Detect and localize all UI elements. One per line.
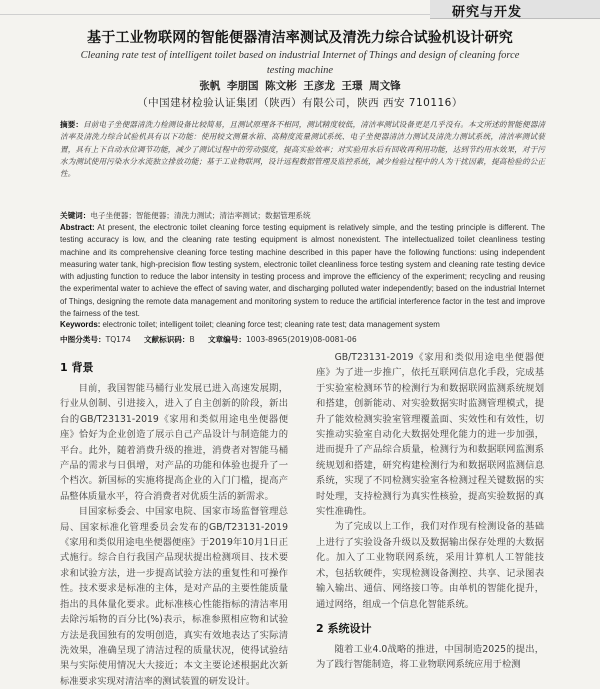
clc-value: TQ174	[105, 335, 131, 344]
keywords-cn-label: 关键词：	[60, 211, 91, 220]
article-id-label: 文章编号：	[207, 335, 246, 344]
doc-code-label: 文献标识码：	[143, 335, 190, 344]
doc-code-value: B	[189, 335, 195, 344]
keywords-en-label: Keywords:	[60, 320, 101, 329]
keywords-chinese	[60, 210, 545, 221]
title-chinese: 基于工业物联网的智能便器清洁率测试及清洗力综合试验机设计研究	[87, 30, 513, 46]
article-id-value: 1003-8965(2019)08-0081-06	[245, 335, 357, 344]
abstract-english	[60, 222, 545, 320]
header-rule	[0, 14, 430, 15]
section-tag	[430, 0, 600, 19]
section-1-paragraph-1: 目前，我国智能马桶行业发展已进入高速发展期，行业从创制、引进接入，进入了自主创新的阶段，新出台的GB/T23131-2019《家用和类似用途电坐便器便座》恰好为企业创造了展示自己产品设计与制造能力的平台。此外，随着消费升级的推进，消费者对智能马桶产品的需求与日俱增，对产品的功能和体验也提升了一个档次。新国标的实施将提高企业的入门门槛，提高产品整体质量水平，符合消费者对优质生活的新需求。	[60, 383, 288, 502]
section-2-heading: 2 系统设计	[316, 621, 372, 635]
abstract-chinese	[60, 119, 545, 180]
author-list: 张帆 李朋国 陈文彬 王彦龙 王璟 周文锋	[199, 80, 401, 92]
keywords-english	[60, 320, 545, 329]
section-1-paragraph-3: GB/T23131-2019《家用和类似用途电坐便器便座》为了进一步推广，依托互联网信息化手段，完成基于实验室检测环节的检测行为和数据联网监测系统规划和搭建，创新能动、对实验数据实时监测管理模式，提升了能效检测实验室管理覆盖面、实效性和有效性，切实推动实验室自动化大数据处理化能力的进一步加强，进而提升了产品综合质量，检测行为和数据联网监测系统规划和搭建，研究构建检测行为和数据联网监测信息系统，实现了不同检测实验室各检测过程关键数据的实时处理，支持检测行为真实性核验，提高实验数据的真实性准确性。	[316, 352, 544, 518]
abstract-cn-text: 目前电子坐便器清洗力检测设备比较简易，且测试原理各不相同，测试精度较低，清洁率测试设备更是几乎没有。本文所述的智能便器清洁率及清洗力综合试验机具有以下功能：使用较文测量水箱、高精度流量测试系统、电子坐便器清洁力测试及清洗力测试系统，清洁率测试装置，具有上下自动水位调节功能，减少了测试过程中的劳动强度，提高实验效率；对实验用水后有回收再利用功能，达到节约用水效果，对于污水为测试使用污染水分水流独立排放功能；基于工业物联网，设计远程数据管理及监控系统，减少检验过程中的人为干扰因素，提高检验的公正性。	[60, 120, 546, 179]
section-2-paragraph-1: 随着工业4.0战略的推进，中国制造2025的提出，为了践行智能制造，将工业物联网系统应用于检测	[316, 643, 544, 671]
classification-line	[60, 334, 545, 345]
keywords-cn-text: 电子坐便器；智能便器；清洗力测试；清洁率测试；数据管理系统	[90, 211, 311, 220]
section-1-paragraph-2: 目国家标委会、中国家电院、国家市场监督管理总局、国家标准化管理委员会发布的GB/T23131-2019《家用和类似用途电坐便器便座》于2019年10月1日正式施行。综合自行我国产品现状提出检测项目、技术要求和试验方法，进一步提高试验方法的重复性和可操作性。技术要求是标准的主体，是对产品的主要性能质量指出的具体量化要求。此标准核心性能指标的清洁率用去除污垢物的百分比(%)表示，标准参照相应物和试验方法是我国独有的发明创造，真实有效地表达了实际清洗效果，准确呈现了清洁过程的质量状况，使得试验结果与实际使用情况大大接近；本文主要论述根据此次新标准要求实现对清洁率的测试装置的研发设计。	[60, 506, 288, 687]
abstract-en-text: At present, the electronic toilet cleaning force testing equipment is relatively simple, and the testing principle is different. The testing accuracy is low, and the cleaning rate testing equipment is almost nonexistent. The intellectualized toilet cleanliness testing machine and its comprehensive cleaning force testing machine described in this paper have the following functions: using independent measuring water tank, high-precision flow testing system, electronic toilet cleanliness force testing system and cleaning rate testing device with adjusting function to reduce the labor intensity in testing process and improve the efficiency of the experiment; recycling and reusing the experimental water to achieve the effect of saving water, and discharging polluted water independently; based on the industrial Internet of Things, designing the remote data management and monitoring system to reduce the artificial interference factor in the test and improve the fairness of the test.	[60, 223, 545, 318]
body-column-right	[316, 350, 544, 673]
section-tag-label: 研究与开发	[451, 5, 522, 20]
keywords-en-text: electronic toilet; intelligent toilet; cleaning force test; cleaning rate test; data management system	[100, 320, 440, 329]
clc-label: 中图分类号：	[60, 335, 106, 344]
abstract-en-label: Abstract:	[60, 223, 95, 232]
affiliation: （中国建材检验认证集团（陕西）有限公司，陕西 西安 710116）	[137, 97, 463, 109]
section-1-paragraph-4: 为了完成以上工作，我们对作现有检测设备的基础上进行了实验设备升级以及数据输出保存处理的大数据化。加入了工业物联网系统，采用计算机人工智能技术，包括软硬件，实现检测设备测控、共享、记录图表输入输出、通信、网络接口等。由单机的智能化提升，通过网络，组成一个信息化智能系统。	[316, 521, 544, 610]
section-1-heading: 1 背景	[60, 361, 94, 374]
abstract-cn-label: 摘要：	[60, 120, 84, 129]
title-english: Cleaning rate test of intelligent toilet based on industrial Internet of Things and design of cleaning force testing machine	[80, 50, 520, 76]
body-column-left	[60, 350, 288, 689]
